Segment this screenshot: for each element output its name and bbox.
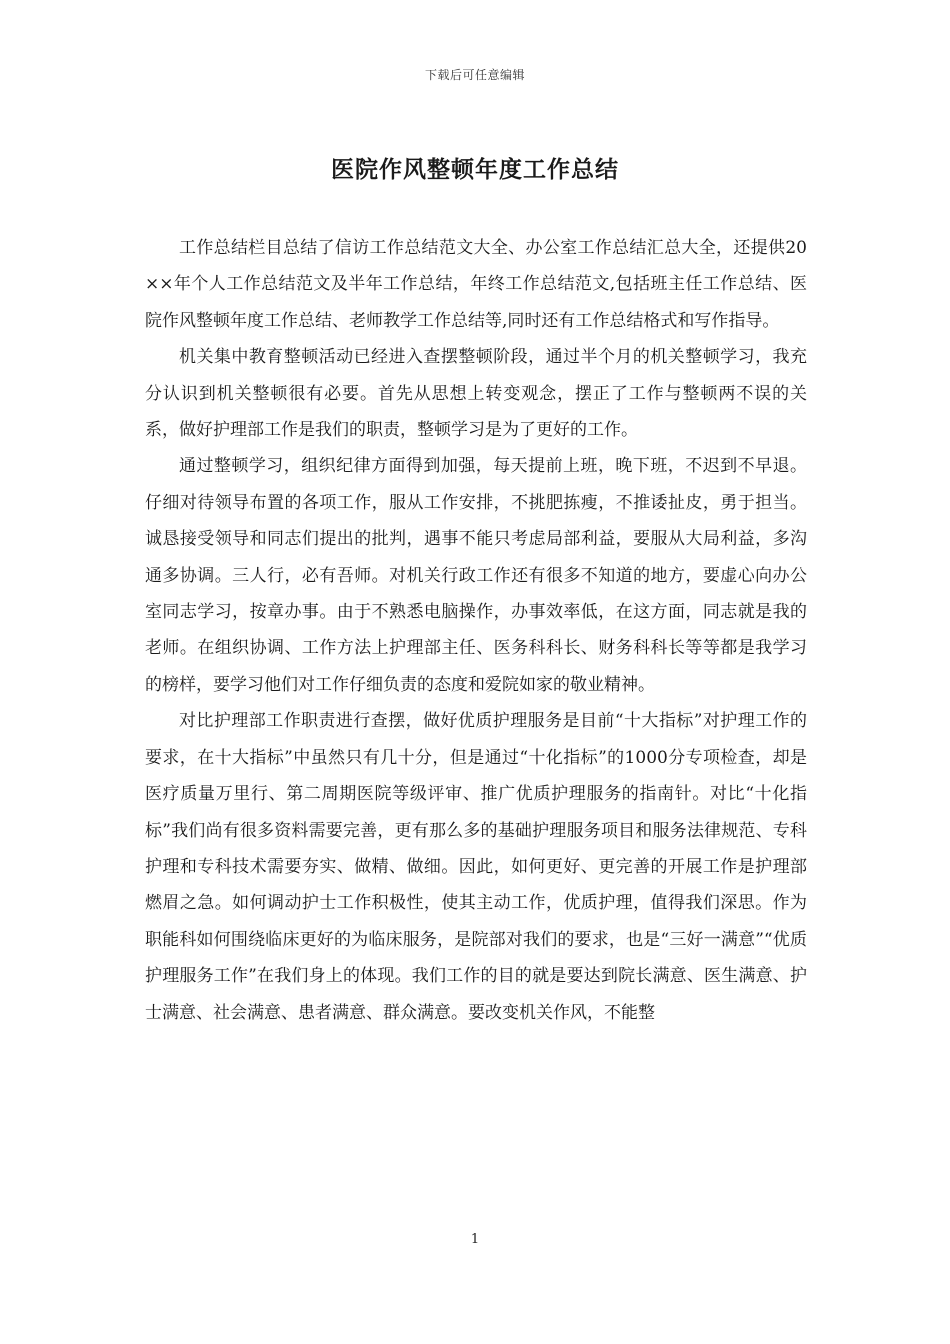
paragraph-4: 对比护理部工作职责进行查摆，做好优质护理服务是目前“十大指标”对护理工作的要求，在十大指标”中虽然只有几十分，但是通过“十化指标”的1000分专项检查，却是医疗质量万里行、第二周期医院等级评审、推广优质护理服务的指南针。对比“十化指标”我们尚有很多资料需要完善，更有那么多的基础护理服务项目和服务法律规范、专科护理和专科技术需要夯实、做精、做细。因此，如何更好、更完善的开展工作是护理部燃眉之急。如何调动护士工作积极性，使其主动工作，优质护理，值得我们深思。作为职能科如何围绕临床更好的为临床服务，是院部对我们的要求，也是“三好一满意”“优质护理服务工作”在我们身上的体现。我们工作的目的就是要达到院长满意、医生满意、护士满意、社会满意、患者满意、群众满意。要改变机关作风，不能整 (145, 711, 807, 1023)
page-header-note: 下载后可任意编辑 (424, 68, 525, 82)
document-body (145, 230, 807, 1031)
paragraph-2: 机关集中教育整顿活动已经进入查摆整顿阶段，通过半个月的机关整顿学习，我充分认识到机关整顿很有必要。首先从思想上转变观念，摆正了工作与整顿两不误的关系，做好护理部工作是我们的职责，整顿学习是为了更好的工作。 (145, 347, 807, 441)
paragraph-1: 工作总结栏目总结了信访工作总结范文大全、办公室工作总结汇总大全，还提供20××年个人工作总结范文及半年工作总结，年终工作总结范文,包括班主任工作总结、医院作风整顿年度工作总结、老师教学工作总结等,同时还有工作总结格式和写作指导。 (145, 238, 807, 331)
document-title: 医院作风整顿年度工作总结 (331, 156, 619, 183)
page-number: 1 (470, 1232, 480, 1247)
paragraph-3: 通过整顿学习，组织纪律方面得到加强，每天提前上班，晚下班，不迟到不早退。仔细对待领导布置的各项工作，服从工作安排，不挑肥拣瘦，不推诿扯皮，勇于担当。诚恳接受领导和同志们提出的批判，遇事不能只考虑局部利益，要服从大局利益，多沟通多协调。三人行，必有吾师。对机关行政工作还有很多不知道的地方，要虚心向办公室同志学习，按章办事。由于不熟悉电脑操作，办事效率低，在这方面，同志就是我的老师。在组织协调、工作方法上护理部主任、医务科科长、财务科科长等等都是我学习的榜样，要学习他们对工作仔细负责的态度和爱院如家的敬业精神。 (145, 456, 807, 695)
